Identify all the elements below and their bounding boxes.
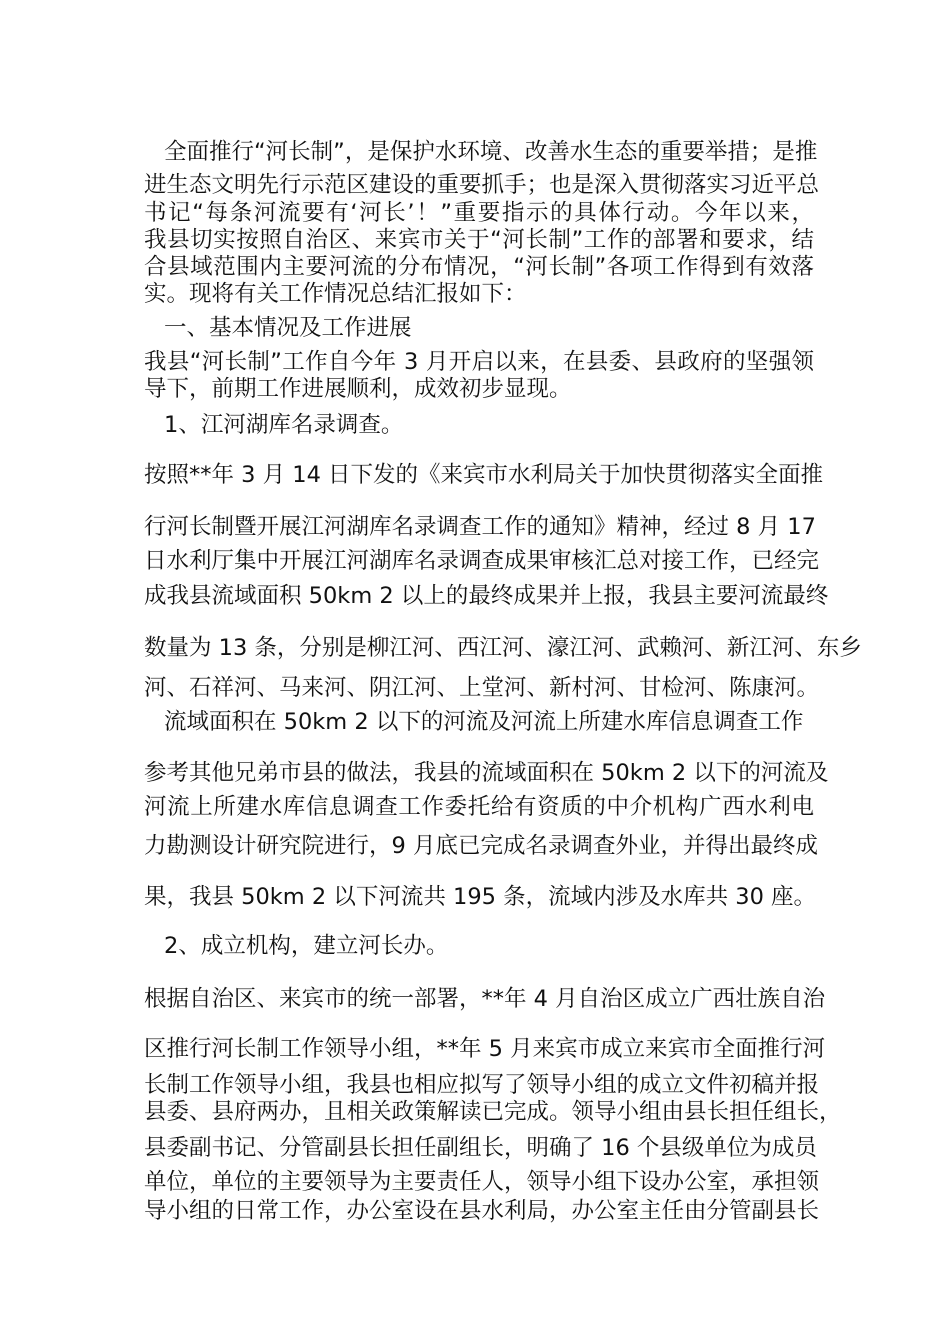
text-line-27: 县委副书记、分管副县长担任副组长，明确了 16 个县级单位为成员 — [144, 1135, 817, 1161]
text-line-14: 成我县流域面积 50km 2 以上的最终成果并上报，我县主要河流最终 — [144, 583, 829, 609]
text-line-8: 我县“河长制”工作自今年 3 月开启以来，在县委、县政府的坚强领 — [144, 349, 814, 375]
text-line-18: 参考其他兄弟市县的做法，我县的流域面积在 50km 2 以下的河流及 — [144, 760, 829, 786]
text-line-4: 我县切实按照自治区、来宾市关于“河长制”工作的部署和要求，结 — [144, 227, 814, 253]
text-line-11: 按照**年 3 月 14 日下发的《来宾市水利局关于加快贯彻落实全面推 — [144, 462, 824, 488]
section-heading-1: 一、基本情况及工作进展 — [164, 315, 412, 341]
text-line-23: 根据自治区、来宾市的统一部署，**年 4 月自治区成立广西壮族自治 — [144, 986, 826, 1012]
text-line-26: 县委、县府两办，且相关政策解读已完成。领导小组由县长担任组长， — [144, 1099, 842, 1125]
text-line-28: 单位，单位的主要领导为主要责任人，领导小组下设办公室，承担领 — [144, 1169, 820, 1195]
text-line-13: 日水利厅集中开展江河湖库名录调查成果审核汇总对接工作，已经完 — [144, 548, 820, 574]
text-line-20: 力勘测设计研究院进行，9 月底已完成名录调查外业，并得出最终成 — [144, 833, 818, 859]
text-line-25: 长制工作领导小组，我县也相应拟写了领导小组的成立文件初稿并报 — [144, 1072, 820, 1098]
text-line-5: 合县域范围内主要河流的分布情况，“河长制”各项工作得到有效落 — [144, 254, 814, 280]
text-line-21: 果，我县 50km 2 以下河流共 195 条，流域内涉及水库共 30 座。 — [144, 884, 817, 910]
text-line-3: 书记“每条河流要有‘河长’！”重要指示的具体行动。今年以来， — [144, 200, 814, 226]
text-line-1: 全面推行“河长制”，是保护水环境、改善水生态的重要举措；是推 — [164, 139, 818, 165]
text-line-24: 区推行河长制工作领导小组，**年 5 月来宾市成立来宾市全面推行河 — [144, 1036, 826, 1062]
text-line-2: 进生态文明先行示范区建设的重要抓手；也是深入贯彻落实习近平总 — [144, 172, 820, 198]
subsection-heading-1: 1、江河湖库名录调查。 — [164, 412, 404, 438]
text-line-19: 河流上所建水库信息调查工作委托给有资质的中介机构广西水利电 — [144, 794, 814, 820]
text-line-15: 数量为 13 条，分别是柳江河、西江河、濠江河、武赖河、新江河、东乡 — [144, 635, 862, 661]
text-line-6: 实。现将有关工作情况总结汇报如下： — [144, 281, 527, 307]
text-line-16: 河、石祥河、马来河、阴江河、上堂河、新村河、甘检河、陈康河。 — [144, 675, 820, 701]
text-line-12: 行河长制暨开展江河湖库名录调查工作的通知》精神，经过 8 月 17 — [144, 514, 816, 540]
text-line-29: 导小组的日常工作，办公室设在县水利局，办公室主任由分管副县长 — [144, 1198, 820, 1224]
text-line-17: 流域面积在 50km 2 以下的河流及河流上所建水库信息调查工作 — [164, 709, 804, 735]
text-line-9: 导下，前期工作进展顺利，成效初步显现。 — [144, 376, 572, 402]
subsection-heading-2: 2、成立机构，建立河长办。 — [164, 933, 449, 959]
